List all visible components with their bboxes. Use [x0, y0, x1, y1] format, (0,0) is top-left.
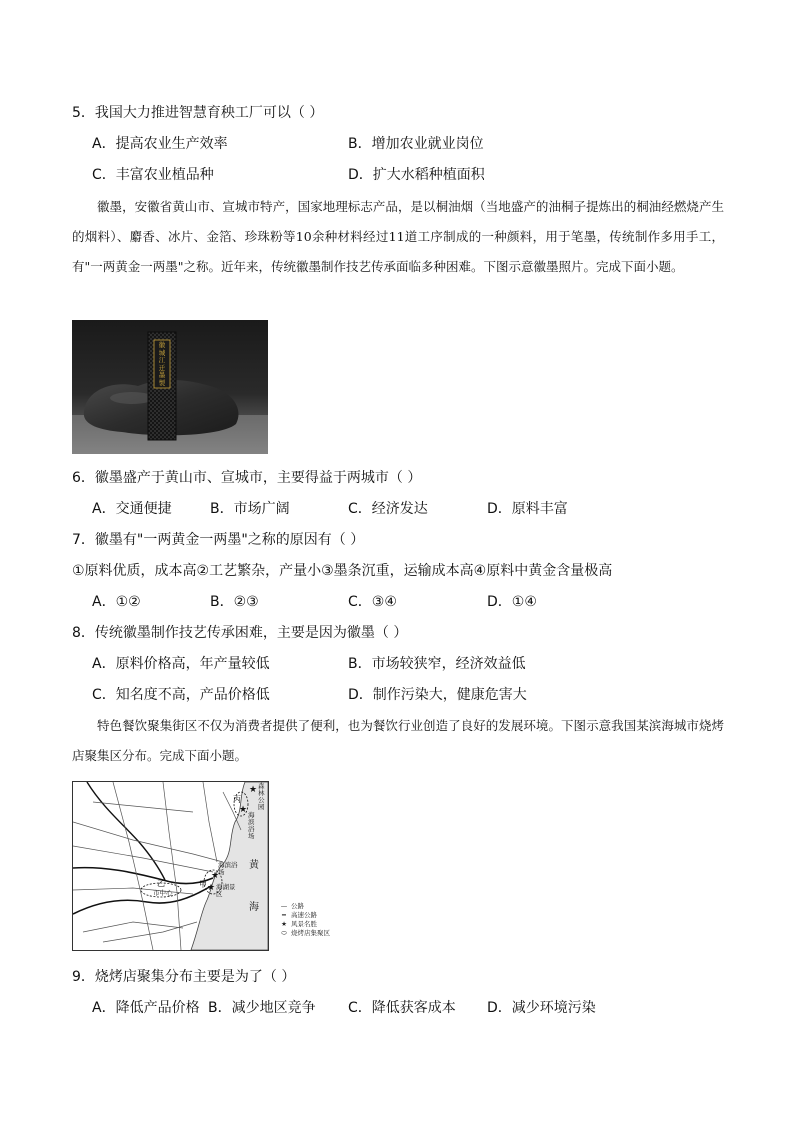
q6-stem: 6．徽墨盛产于黄山市、宣城市，主要得益于两城市（ ） — [72, 470, 422, 486]
legend-cluster-label: 烧烤店集聚区 — [291, 929, 330, 937]
road-7 — [203, 782, 217, 862]
q5-option-a: A．提高农业生产效率 — [92, 136, 228, 152]
star-icon: ★ — [281, 920, 287, 928]
q9-option-a: A．降低产品价格 — [92, 1000, 200, 1016]
q9-stem: 9．烧烤店聚集分布主要是为了（ ） — [72, 969, 296, 985]
q8-stem: 8．传统徽墨制作技艺传承困难，主要是因为徽墨（ ） — [72, 625, 408, 641]
inkstone-highlight — [110, 392, 154, 404]
map-label-bing: 丙 — [233, 795, 241, 804]
q7-option-a: A．①② — [92, 594, 141, 610]
map-label-beach-1: 海滨浴场 — [248, 811, 255, 840]
legend-road — [277, 902, 330, 911]
expressway-1 — [73, 868, 213, 884]
map-legend — [277, 902, 330, 938]
q6-option-d: D．原料丰富 — [487, 501, 568, 517]
road-9 — [93, 802, 193, 812]
legend-expressway — [277, 911, 330, 920]
q9-option-b: B．减少地区竞争 — [208, 1000, 316, 1016]
star-beach-1: ★ — [239, 805, 248, 815]
legend-road-label: 公路 — [291, 902, 304, 910]
passage-bbq — [72, 711, 724, 771]
star-beach-2: ★ — [211, 871, 220, 881]
passage-huimo-text: 徽墨，安徽省黄山市、宣城市特产，国家地理标志产品，是以桐油烟（当地盛产的油桐子提炼出的桐油经燃烧产生的烟料）、麝香、冰片、金箔、珍珠粉等10余种材料经过11道工序制成的一种颜料，用于笔墨，传统制作多用手工，有"一两黄金一两墨"之称。近年来，传统徽墨制作技艺传承面临多种困难。下图示意徽墨照片。完成下面小题。 — [72, 199, 724, 274]
legend-scenic-label: 风景名胜 — [291, 920, 317, 928]
huimo-photo-drawing — [72, 320, 268, 454]
q7-option-d: D．①④ — [487, 594, 537, 610]
q6-option-b: B．市场广阔 — [210, 501, 290, 517]
city-map-drawing — [73, 782, 268, 950]
map-label-sea-1: 黄 — [249, 860, 259, 871]
q7-option-c: C．③④ — [348, 594, 397, 610]
q6-option-c: C．经济发达 — [348, 501, 428, 517]
q9-option-d: D．减少环境污染 — [487, 1000, 596, 1016]
q6-option-a: A．交通便捷 — [92, 501, 172, 517]
star-lake-area: ★ — [207, 883, 216, 893]
q9-option-c: C．降低获客成本 — [348, 1000, 456, 1016]
q8-option-b: B．市场较狭窄，经济效益低 — [348, 656, 526, 672]
expressway-2 — [73, 886, 211, 914]
road-1 — [73, 822, 223, 862]
passage-huimo — [72, 192, 724, 282]
map-label-forest-park: 森林公园 — [258, 782, 265, 811]
star-forest-park: ★ — [249, 785, 258, 795]
q7-option-b: B．②③ — [210, 594, 259, 610]
map-label-jia: 甲 — [199, 880, 207, 889]
road-6 — [163, 782, 181, 950]
q8-option-c: C．知名度不高，产品价格低 — [92, 687, 270, 703]
map-label-beach-2: 海滨浴场 — [218, 861, 238, 876]
legend-expressway-label: 高速公路 — [291, 911, 317, 919]
ink-stick-inscription: 徽城江迁墨製 — [158, 341, 166, 387]
map-label-yi: 乙 — [157, 879, 165, 888]
q8-option-a: A．原料价格高，年产量较低 — [92, 656, 270, 672]
huimo-photo — [72, 320, 268, 454]
map-label-lake-area: 海湖景区 — [216, 883, 236, 898]
map-label-city-center: 市中心 — [153, 889, 173, 897]
legend-cluster — [277, 929, 330, 938]
dashed-ellipse-icon: ⬭ — [281, 929, 287, 937]
map-label-sea-2: 海 — [249, 902, 259, 913]
road-symbol: — — [280, 902, 288, 910]
passage-bbq-text: 特色餐饮聚集街区不仅为消费者提供了便利，也为餐饮行业创造了良好的发展环境。下图示意我国某滨海城市烧烤店聚集区分布。完成下面小题。 — [72, 718, 724, 763]
q5-stem: 5．我国大力推进智慧育秧工厂可以（ ） — [72, 105, 324, 121]
q8-option-d: D．制作污染大，健康危害大 — [348, 687, 527, 703]
q7-stem: 7．徽墨有"一两黄金一两墨"之称的原因有（ ） — [72, 532, 365, 548]
city-map — [72, 781, 269, 951]
q5-option-c: C．丰富农业植品种 — [92, 167, 214, 183]
legend-scenic — [277, 920, 330, 929]
q5-option-b: B．增加农业就业岗位 — [348, 136, 484, 152]
road-3 — [73, 888, 193, 894]
q5-option-d: D．扩大水稻种植面积 — [348, 167, 485, 183]
q7-statements: ①原料优质，成本高②工艺繁杂，产量小③墨条沉重，运输成本高④原料中黄金含量极高 — [72, 563, 613, 579]
expressway-symbol: ━ — [282, 911, 286, 919]
